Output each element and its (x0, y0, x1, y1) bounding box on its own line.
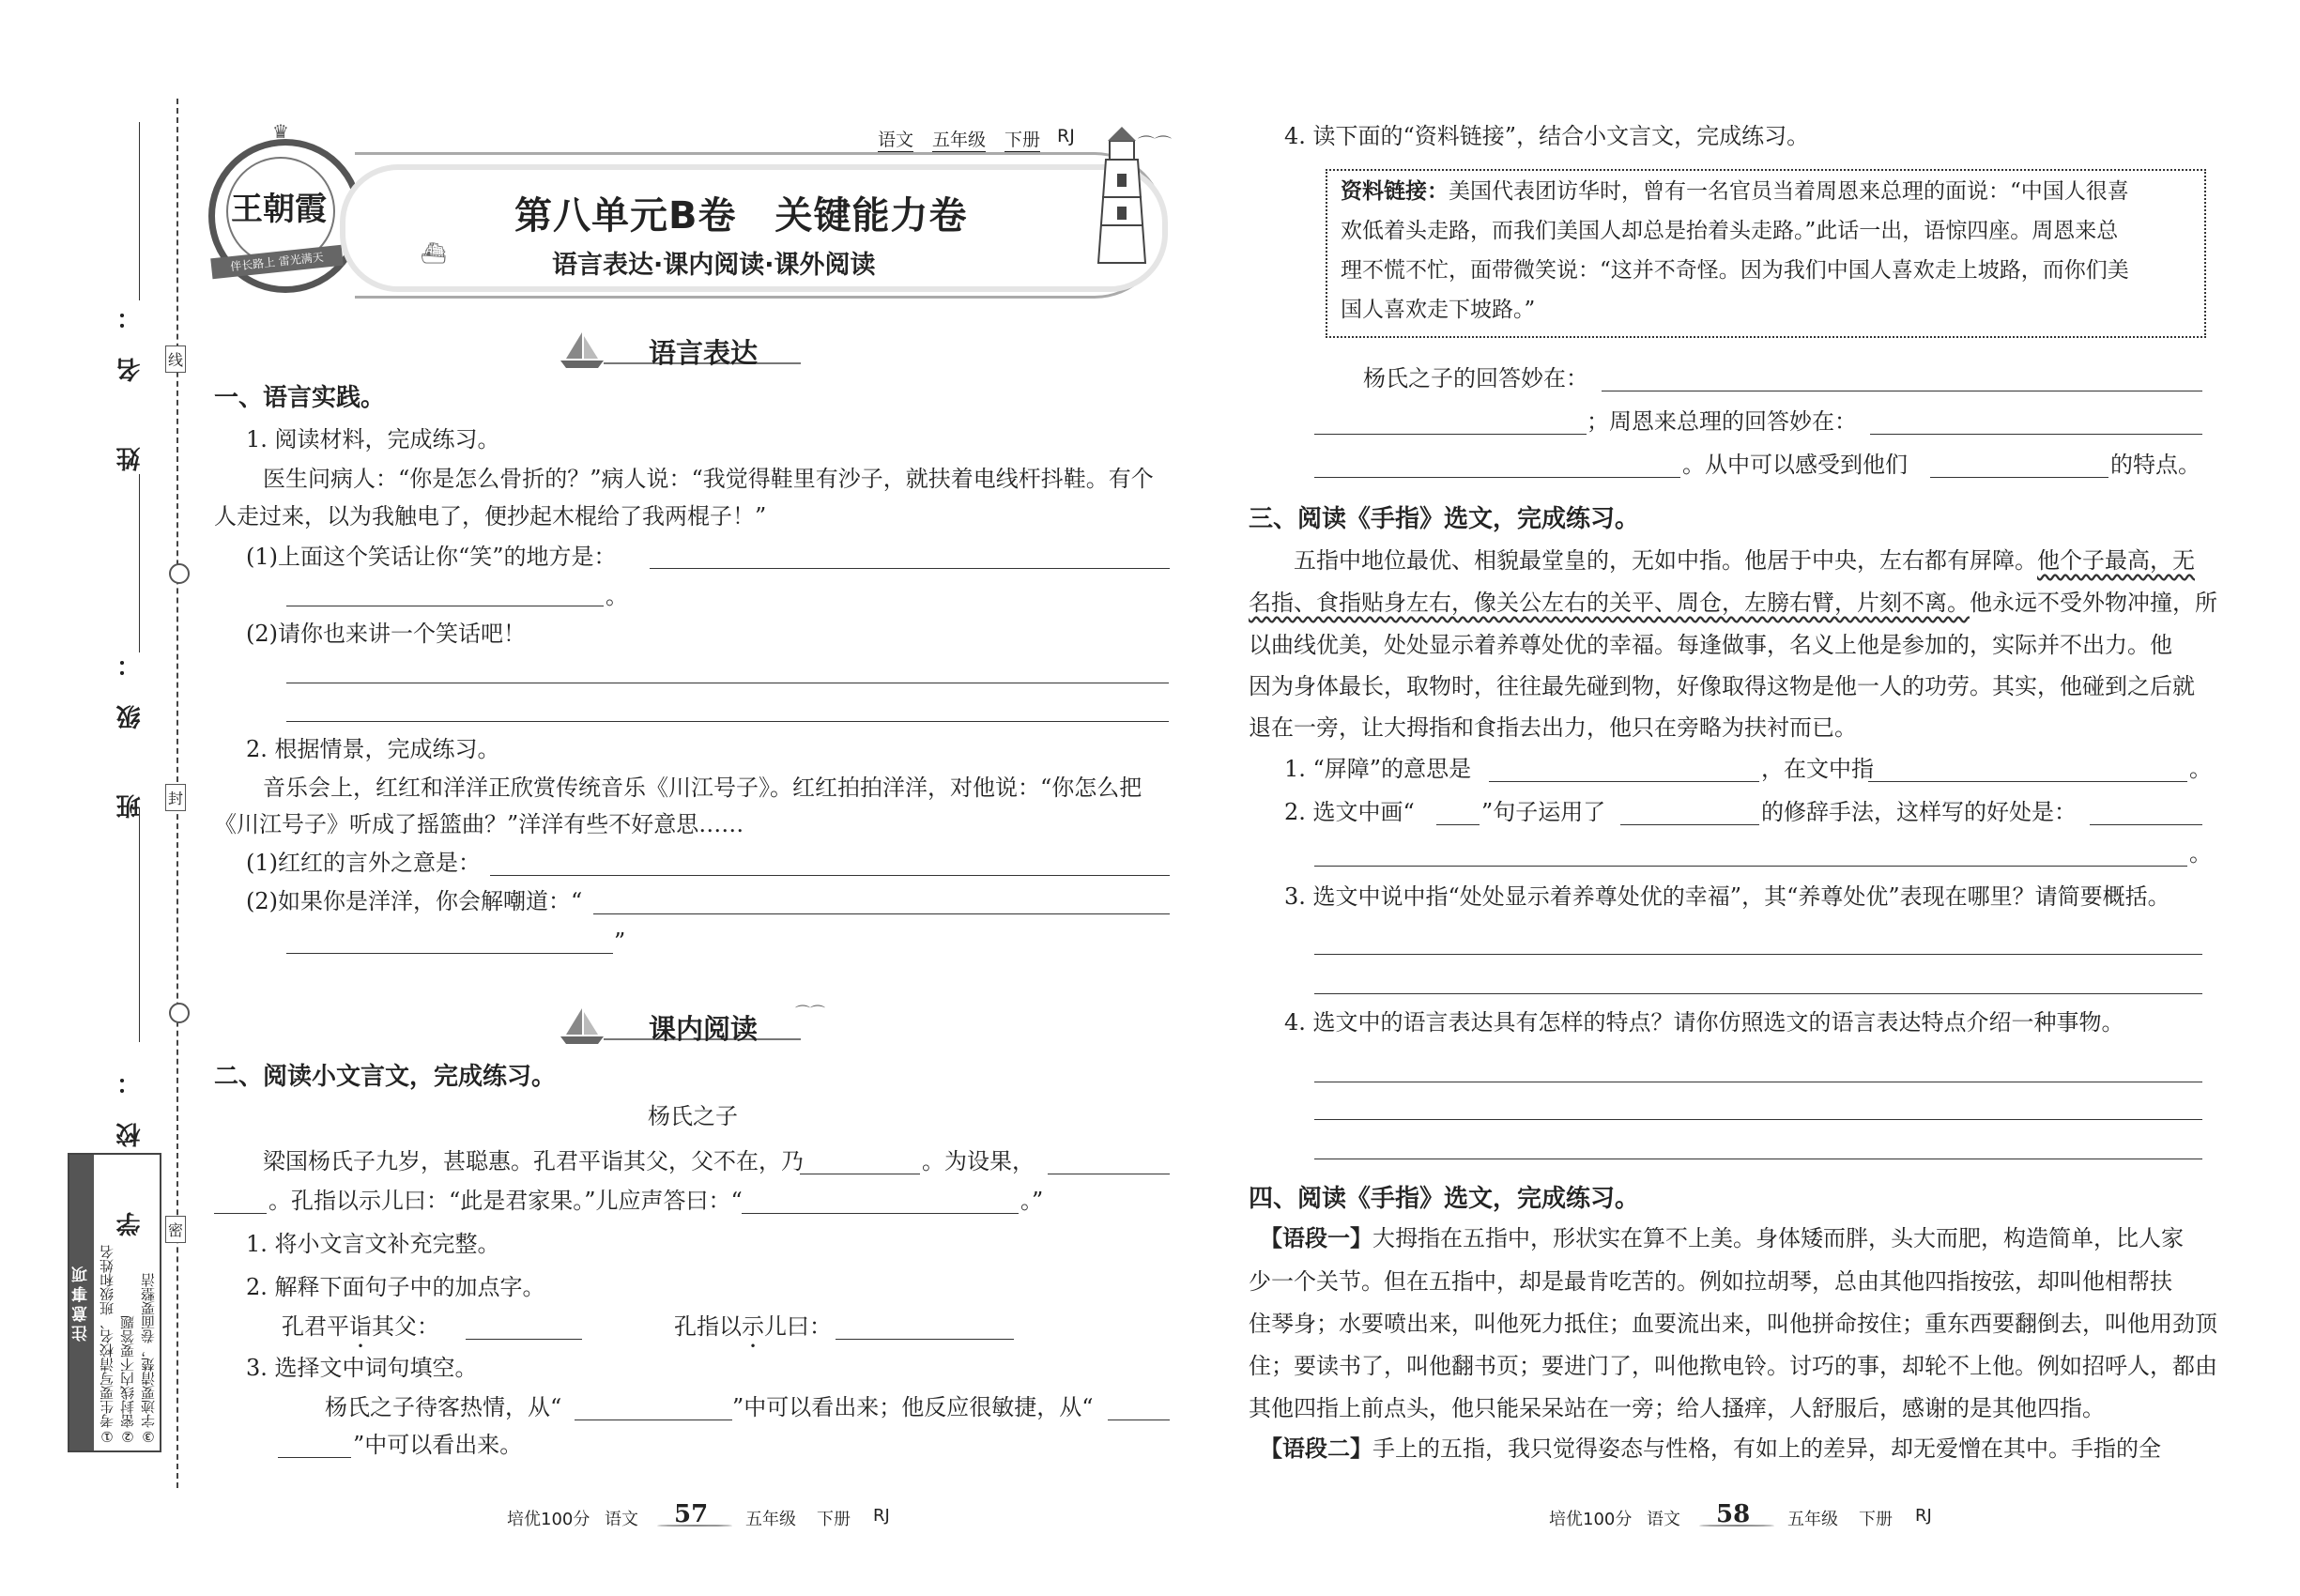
footer-grade: 五年级 (745, 1510, 796, 1529)
crown-icon: ♛ (272, 120, 289, 143)
r-q1-a: 1. “屏障”的意思是 (1284, 756, 1472, 782)
footer-edition: RJ (1915, 1506, 1932, 1526)
d1-line-1: 【语段一】大拇指在五指中，形状实在算不上美。身体矮而胖，头大而肥，构造简单，比人家 (1260, 1225, 2184, 1251)
material-1-line-1: 医生问病人：“你是怎么骨折的？”病人说：“我觉得鞋里有沙子，就扶着电线杆抖鞋。有个 (263, 466, 1154, 492)
answer-line[interactable] (1314, 866, 2187, 867)
notice-box (68, 1153, 161, 1452)
seal-char-1: 线 (165, 345, 186, 373)
passage-line-2: 名指、食指贴身左右，像关公左右的关平、周仓，左膀右臂，片刻不离。他永远不受外物冲撞，所 (1249, 590, 2217, 616)
lq-3-c: ”中可以看出来。 (353, 1432, 523, 1458)
answer-line[interactable] (836, 1339, 1014, 1340)
logo-text: 王朝霞 (231, 191, 327, 228)
r-q2-a: 2. 选文中画“ (1284, 799, 1415, 825)
blank-input[interactable] (214, 1213, 267, 1214)
info-box (1326, 169, 2206, 338)
class-field[interactable] (139, 474, 140, 652)
material-2-line-1: 音乐会上，红红和洋洋正欣赏传统音乐《川江号子》。红红拍拍洋洋，对他说：“你怎么把 (263, 775, 1142, 801)
footer-edition: RJ (873, 1506, 890, 1526)
notice-title: 注意事项 (69, 1155, 94, 1450)
lq-1: 1. 将小文言文补充完整。 (246, 1231, 500, 1257)
blank-input[interactable] (1620, 824, 1759, 825)
section-banner-reading (559, 1004, 826, 1045)
name-field[interactable] (139, 122, 140, 300)
school-field[interactable] (139, 807, 140, 1042)
footer-subject: 语文 (605, 1510, 638, 1529)
answer-line[interactable] (1314, 1119, 2202, 1120)
class-label: 班 级： (116, 624, 145, 820)
lq-3-b: ”中可以看出来；他反应很敏捷，从“ (732, 1394, 1094, 1420)
material-1-line-2: 人走过来，以为我触电了，便抄起木棍给了我两棍子！” (214, 503, 767, 529)
answer-line[interactable] (1314, 434, 1587, 435)
classic-line-1-a: 梁国杨氏子九岁，甚聪惠。孔君平诣其父，父不在，乃 (263, 1148, 804, 1174)
meta-subject: 语文 (878, 126, 913, 152)
gull-icon: ⌒⌒ (795, 1004, 826, 1021)
r-q2-end: 。 (2189, 840, 2212, 867)
close-quote: ” (614, 928, 626, 955)
info-line-2: 欢低着头走路，而我们美国人却总是抬着头走路。”此话一出，语惊四座。周恩来总 (1341, 219, 2119, 243)
passage-line-5: 退在一旁，让大拇指和食指去出力，他只在旁略为扶衬而已。 (1249, 714, 1857, 741)
answer-line[interactable] (593, 913, 1170, 914)
r-q2-c: 的修辞手法，这样写的好处是： (1761, 799, 2077, 825)
footer-brand: 培优100分 (507, 1510, 590, 1529)
lq-2-b: 孔指以示儿曰： (674, 1313, 832, 1340)
answer-line[interactable] (286, 721, 1169, 722)
answer-line[interactable] (466, 1339, 582, 1340)
page-subtitle: 语言表达·课内阅读·课外阅读 (552, 251, 876, 280)
classic-line-2-a: 。孔指以示儿曰：“此是君家果。”儿应声答曰：“ (268, 1188, 743, 1214)
ship-icon: ⛴ (421, 242, 447, 266)
blank-input[interactable] (1436, 824, 1480, 825)
answer-line[interactable] (286, 953, 613, 954)
name-label: 姓 名： (116, 277, 145, 472)
logo-ribbon: 伴长路上 雷光满天 (210, 245, 344, 280)
meta-grade: 五年级 (932, 126, 986, 152)
section-4-title: 四、阅读《手指》选文，完成练习。 (1249, 1185, 1640, 1213)
meta-volume: 下册 (1004, 126, 1040, 152)
classic-line-1-b: 。为设果， (922, 1148, 1035, 1174)
banner-label: 课内阅读 (649, 1013, 759, 1045)
poem-title: 杨氏之子 (648, 1103, 738, 1129)
r-q1-c: 。 (2189, 756, 2212, 782)
lq-3-a: 杨氏之子待客热情，从“ (325, 1394, 562, 1420)
q4: 4. 读下面的“资料链接”，结合小文言文，完成练习。 (1284, 123, 1810, 149)
classic-line-2-b: 。” (1020, 1188, 1044, 1214)
question-1-1: (1)上面这个笑话让你“笑”的地方是： (246, 544, 617, 570)
answer-line[interactable] (1930, 477, 2108, 478)
d1-line-5: 其他四指上前点头，他只能呆呆站在一旁；给人搔痒，人舒服后，感谢的是其他四指。 (1249, 1395, 2105, 1421)
q4-d: 的特点。 (2110, 452, 2200, 478)
page-title: 第八单元B卷 关键能力卷 (514, 194, 968, 238)
passage-line-3: 以曲线优美，处处显示着养尊处优的幸福。每逢做事，名义上他是参加的，实际并不出力。他 (1249, 632, 2172, 658)
blank-input[interactable] (742, 1213, 1019, 1214)
page-footer-left (507, 1500, 901, 1532)
blank-input[interactable] (1868, 781, 2187, 782)
blank-input[interactable] (2090, 824, 2202, 825)
notice-item-1: ①考生要写清校名、班级和姓名 (99, 1245, 115, 1445)
binding-hole-icon (169, 1003, 190, 1023)
period: 。 (606, 583, 628, 609)
q4-a: 杨氏之子的回答妙在： (1363, 365, 1588, 391)
notice-item-2: ②密封线内不要答题 (119, 1315, 136, 1445)
sailboat-icon (559, 1006, 606, 1046)
d1-line-3: 住琴身；水要喷出来，叫他死力抵住；血要流出来，叫他拼命按住；重东西要翻倒去，叫他用劲顶 (1249, 1311, 2217, 1337)
info-line-4: 国人喜欢走下坡路。” (1341, 298, 1536, 322)
notice-item-3: ③字迹要清楚，卷面要整洁 (140, 1273, 157, 1445)
lq-2: 2. 解释下面句子中的加点字。 (246, 1274, 545, 1300)
page-number: 58 (1716, 1500, 1751, 1528)
footer-volume: 下册 (1859, 1510, 1893, 1529)
answer-line[interactable] (1870, 434, 2202, 435)
blank-input[interactable] (278, 1457, 351, 1458)
r-q4: 4. 选文中的语言表达具有怎样的特点？请你仿照选文的语言表达特点介绍一种事物。 (1284, 1009, 2124, 1036)
question-2: 2. 根据情景，完成练习。 (246, 736, 500, 762)
passage-line-4: 因为身体最长，取物时，往往最先碰到物，好像取得这物是他一人的功劳。其实，他碰到之后就 (1249, 673, 2195, 699)
section-1-title: 一、语言实践。 (214, 384, 386, 412)
section-2-title: 二、阅读小文言文，完成练习。 (214, 1063, 557, 1091)
gull-icon: ⌒⌒ (1138, 135, 1172, 155)
footer-subject: 语文 (1647, 1510, 1680, 1529)
seal-char-3: 密 (165, 1216, 186, 1243)
passage-line-1: 五指中地位最优、相貌最堂皇的，无如中指。他居于中央，左右都有屏障。他个子最高，无 (1294, 547, 2195, 574)
answer-line[interactable] (490, 875, 1170, 876)
binding-hole-icon (169, 563, 190, 584)
page-number: 57 (674, 1500, 709, 1528)
answer-line[interactable] (650, 568, 1170, 569)
d1-line-4: 住；要读书了，叫他翻书页；要进门了，叫他揿电铃。讨巧的事，却轮不上他。例如招呼人，都由 (1249, 1353, 2217, 1379)
material-2-line-2: 《川江号子》听成了摇篮曲？”洋洋有些不好意思…… (214, 811, 744, 837)
question-1: 1. 阅读材料，完成练习。 (246, 426, 500, 453)
answer-line[interactable] (1314, 477, 1680, 478)
question-2-2: (2)如果你是洋洋，你会解嘲道：“ (246, 888, 583, 914)
r-q2-b: ”句子运用了 (1481, 799, 1606, 825)
q4-c: 。从中可以感受到他们 (1682, 452, 1908, 478)
answer-line[interactable] (1314, 954, 2202, 955)
info-line-3: 理不慌不忙，面带微笑说：“这并不奇怪。因为我们中国人喜欢走上坡路，而你们美 (1341, 258, 2129, 283)
section-banner-language (559, 330, 817, 368)
blank-input[interactable] (1489, 781, 1759, 782)
answer-line[interactable] (1314, 993, 2202, 994)
meta-edition: RJ (1057, 126, 1075, 146)
r-q3: 3. 选文中说中指“处处显示着养尊处优的幸福”，其“养尊处优”表现在哪里？请简要概括。 (1284, 883, 2170, 910)
seal-char-2: 封 (165, 784, 186, 811)
footer-grade: 五年级 (1787, 1510, 1838, 1529)
section-3-title: 三、阅读《手指》选文，完成练习。 (1249, 505, 1640, 533)
q4-b: ；周恩来总理的回答妙在： (1587, 408, 1857, 435)
d2-line-1: 【语段二】手上的五指，我只觉得姿态与性格，有如上的差异，却无爱憎在其中。手指的全 (1260, 1435, 2161, 1462)
banner-label: 语言表达 (649, 337, 759, 369)
page-footer-right (1549, 1500, 1943, 1532)
d1-line-2: 少一个关节。但在五指中，却是最肯吃苦的。例如拉胡琴，总由其他四指按弦，却叫他相帮扶 (1249, 1268, 2172, 1295)
question-2-1: (1)红红的言外之意是： (246, 850, 481, 876)
question-1-2: (2)请你也来讲一个笑话吧！ (246, 621, 526, 647)
footer-volume: 下册 (817, 1510, 851, 1529)
lq-3: 3. 选择文中词句填空。 (246, 1355, 478, 1381)
school-label: 学 校： (116, 1042, 145, 1237)
sailboat-icon (559, 330, 606, 370)
r-q1-b: ，在文中指 (1761, 756, 1874, 782)
info-line-1: 资料链接：美国代表团访华时，曾有一名官员当着周恩来总理的面说：“中国人很喜 (1341, 179, 2129, 204)
lq-2-a: 孔君平诣其父： (282, 1313, 439, 1340)
footer-brand: 培优100分 (1549, 1510, 1633, 1529)
